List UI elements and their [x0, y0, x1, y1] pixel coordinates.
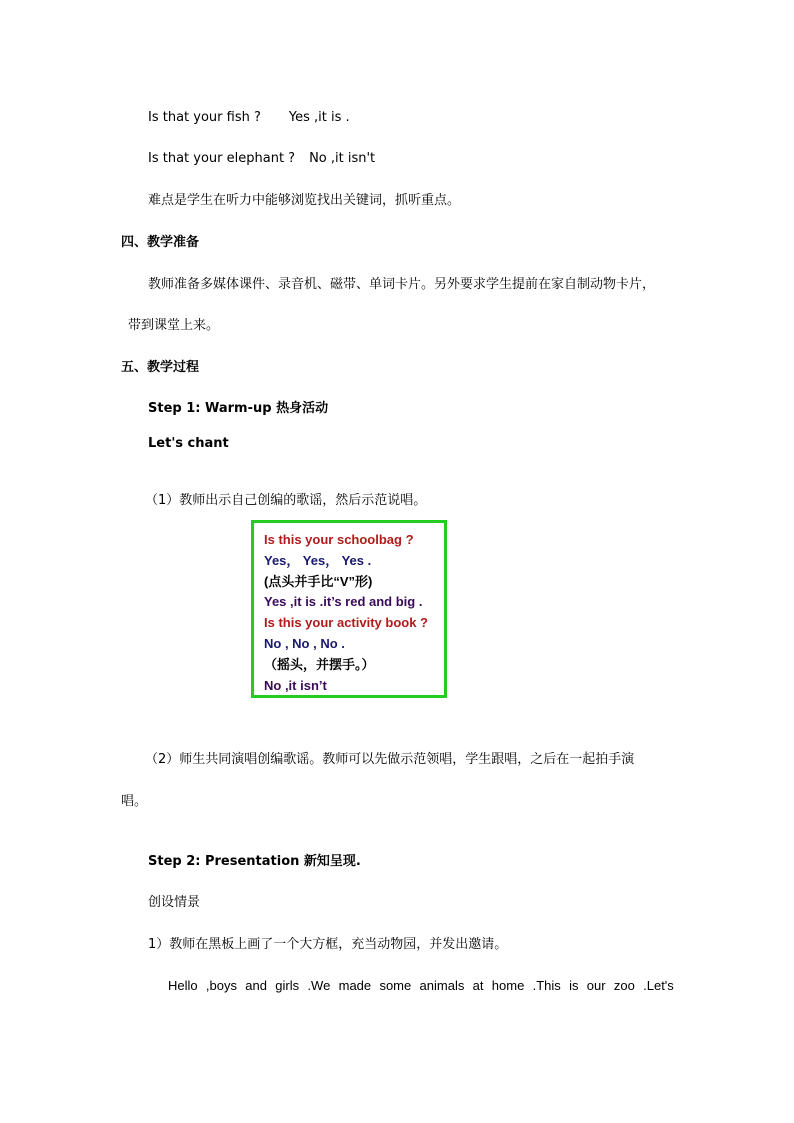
chant-line: Yes， Yes， Yes . — [264, 552, 372, 568]
greeting-word: girls — [275, 978, 300, 993]
scenario-label: 创设情景 — [148, 895, 201, 910]
greeting-word: animals — [419, 978, 465, 993]
dialog-answer: No ,it isn't — [309, 151, 376, 166]
step2-heading: Step 2: Presentation 新知呈现. — [148, 854, 361, 869]
greeting-word: .Let's — [643, 978, 674, 993]
chant-line: Is this your schoolbag ? — [264, 532, 414, 547]
greeting-word: at — [472, 978, 484, 993]
chant-line: （摇头，并摆手。） — [264, 656, 375, 672]
preparation-text-line2: 带到课堂上来。 — [128, 318, 220, 333]
greeting-word: .This — [532, 978, 561, 993]
greeting-word: .We — [307, 978, 331, 993]
step1-item1: （1）教师出示自己创编的歌谣，然后示范说唱。 — [145, 493, 427, 508]
chant-line: Yes ,it is .it’s red and big . — [264, 594, 423, 610]
dialog-line-fish — [148, 110, 350, 126]
greeting-word: some — [379, 978, 412, 993]
dialog-question: Is that your elephant ? — [148, 151, 296, 166]
greeting-word: made — [338, 978, 372, 993]
section-heading-preparation: 四、教学准备 — [121, 235, 200, 250]
chant-line: No ,it isn’t — [264, 677, 327, 693]
chant-title: Let's chant — [148, 436, 229, 451]
difficulty-text: 难点是学生在听力中能够浏览找出关键词，抓听重点。 — [148, 193, 461, 208]
greeting-word: is — [569, 978, 579, 993]
step1-item2-line1: （2）师生共同演唱创编歌谣。教师可以先做示范领唱，学生跟唱，之后在一起拍手演 — [145, 752, 635, 767]
chant-line: (点头并手比“V”形) — [264, 573, 373, 589]
greeting-word: and — [245, 978, 267, 993]
greeting-word: our — [586, 978, 606, 993]
chant-box — [251, 520, 447, 698]
dialog-answer: Yes ,it is . — [288, 110, 350, 125]
dialog-line-elephant — [148, 151, 375, 167]
preparation-text-line1: 教师准备多媒体课件、录音机、磁带、单词卡片。另外要求学生提前在家自制动物卡片， — [148, 277, 656, 292]
chant-line: Is this your activity book ? — [264, 615, 428, 631]
greeting-word: ,boys — [205, 978, 237, 993]
step2-item1: 1）教师在黑板上画了一个大方框，充当动物园，并发出邀请。 — [148, 937, 508, 952]
step1-item2-line2: 唱。 — [121, 794, 148, 809]
greeting-word: home — [491, 978, 525, 993]
greeting-word: zoo — [613, 978, 635, 993]
greeting-text — [168, 978, 674, 994]
greeting-word: Hello — [168, 978, 198, 993]
step1-heading: Step 1: Warm-up 热身活动 — [148, 401, 329, 416]
section-heading-process: 五、教学过程 — [121, 360, 200, 375]
dialog-question: Is that your fish ? — [148, 110, 261, 125]
chant-line: No , No , No . — [264, 635, 345, 651]
